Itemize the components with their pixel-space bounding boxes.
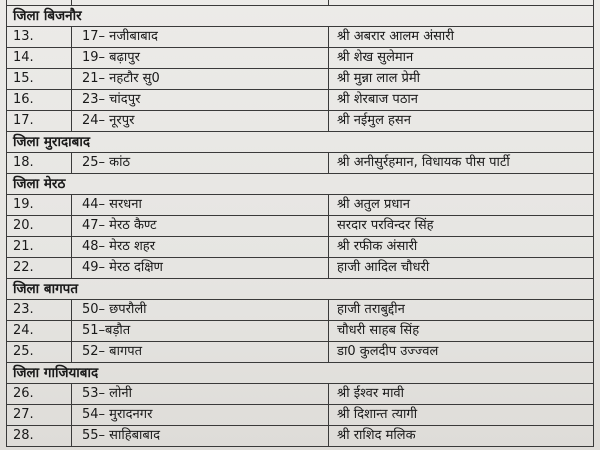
serial-number: 25. [7,342,72,363]
district-title: जिला गाजियाबाद [7,363,594,384]
serial-number: 15. [7,69,72,90]
candidate-name: डा0 कुलदीप उज्ज्वल [329,342,594,363]
table-row [7,405,594,426]
candidate-name: श्री अतुल प्रधान [329,195,594,216]
district-header [7,279,594,300]
constituency-name: 48– मेरठ शहर [72,237,329,258]
candidate-name: श्री शेख सुलेमान [329,48,594,69]
table-row [7,90,594,111]
candidate-name: हाजी आदिल चौधरी [329,258,594,279]
district-header [7,6,594,27]
constituency-name: 24– नूरपुर [72,111,329,132]
serial-number: 28. [7,426,72,447]
constituency-name: 44– सरधना [72,195,329,216]
table-row [7,153,594,174]
district-title: जिला मुरादाबाद [7,132,594,153]
candidate-name: श्री ईश्वर मावी [329,384,594,405]
serial-number: 23. [7,300,72,321]
table-row [7,69,594,90]
table-row [7,195,594,216]
serial-number: 17. [7,111,72,132]
candidate-table [6,0,594,447]
candidate-name: श्री मुन्ना लाल प्रेमी [329,69,594,90]
table-row [7,300,594,321]
serial-number: 19. [7,195,72,216]
district-title: जिला बिजनौर [7,6,594,27]
candidate-name: श्री शेरबाज पठान [329,90,594,111]
serial-number: 13. [7,27,72,48]
constituency-name: 25– कांठ [72,153,329,174]
constituency-name: 19– बढ़ापुर [72,48,329,69]
table-row [7,426,594,447]
constituency-name: 47– मेरठ कैण्ट [72,216,329,237]
district-header [7,174,594,195]
candidate-name: श्री अनीसुर्रहमान, विधायक पीस पार्टी [329,153,594,174]
constituency-name: 54– मुरादनगर [72,405,329,426]
serial-number: 21. [7,237,72,258]
constituency-name: 51–बड़ौत [72,321,329,342]
district-title: जिला बागपत [7,279,594,300]
constituency-name: 55– साहिबाबाद [72,426,329,447]
table-row [7,258,594,279]
constituency-name: 21– नहटौर सु0 [72,69,329,90]
table-row [7,27,594,48]
table-row [7,48,594,69]
candidate-name: हाजी तराबुद्दीन [329,300,594,321]
serial-number: 27. [7,405,72,426]
table-row [7,237,594,258]
candidate-name: श्री दिशान्त त्यागी [329,405,594,426]
table-row [7,384,594,405]
constituency-name: 17– नजीबाबाद [72,27,329,48]
constituency-name: 49– मेरठ दक्षिण [72,258,329,279]
district-header [7,132,594,153]
serial-number: 26. [7,384,72,405]
candidate-name: श्री राशिद मलिक [329,426,594,447]
table-row [7,321,594,342]
serial-number: 22. [7,258,72,279]
table-row [7,216,594,237]
constituency-name: 23– चांदपुर [72,90,329,111]
candidate-name: सरदार परविन्दर सिंह [329,216,594,237]
table-row [7,111,594,132]
constituency-name: 53– लोनी [72,384,329,405]
candidate-name: श्री रफीक अंसारी [329,237,594,258]
district-header [7,363,594,384]
candidate-name: श्री नईमुल हसन [329,111,594,132]
district-title: जिला मेरठ [7,174,594,195]
serial-number: 20. [7,216,72,237]
candidate-name: चौधरी साहब सिंह [329,321,594,342]
constituency-name: 52– बागपत [72,342,329,363]
serial-number: 24. [7,321,72,342]
serial-number: 18. [7,153,72,174]
constituency-name: 50– छपरौली [72,300,329,321]
serial-number: 16. [7,90,72,111]
table-row [7,342,594,363]
serial-number: 14. [7,48,72,69]
candidate-name: श्री अबरार आलम अंसारी [329,27,594,48]
